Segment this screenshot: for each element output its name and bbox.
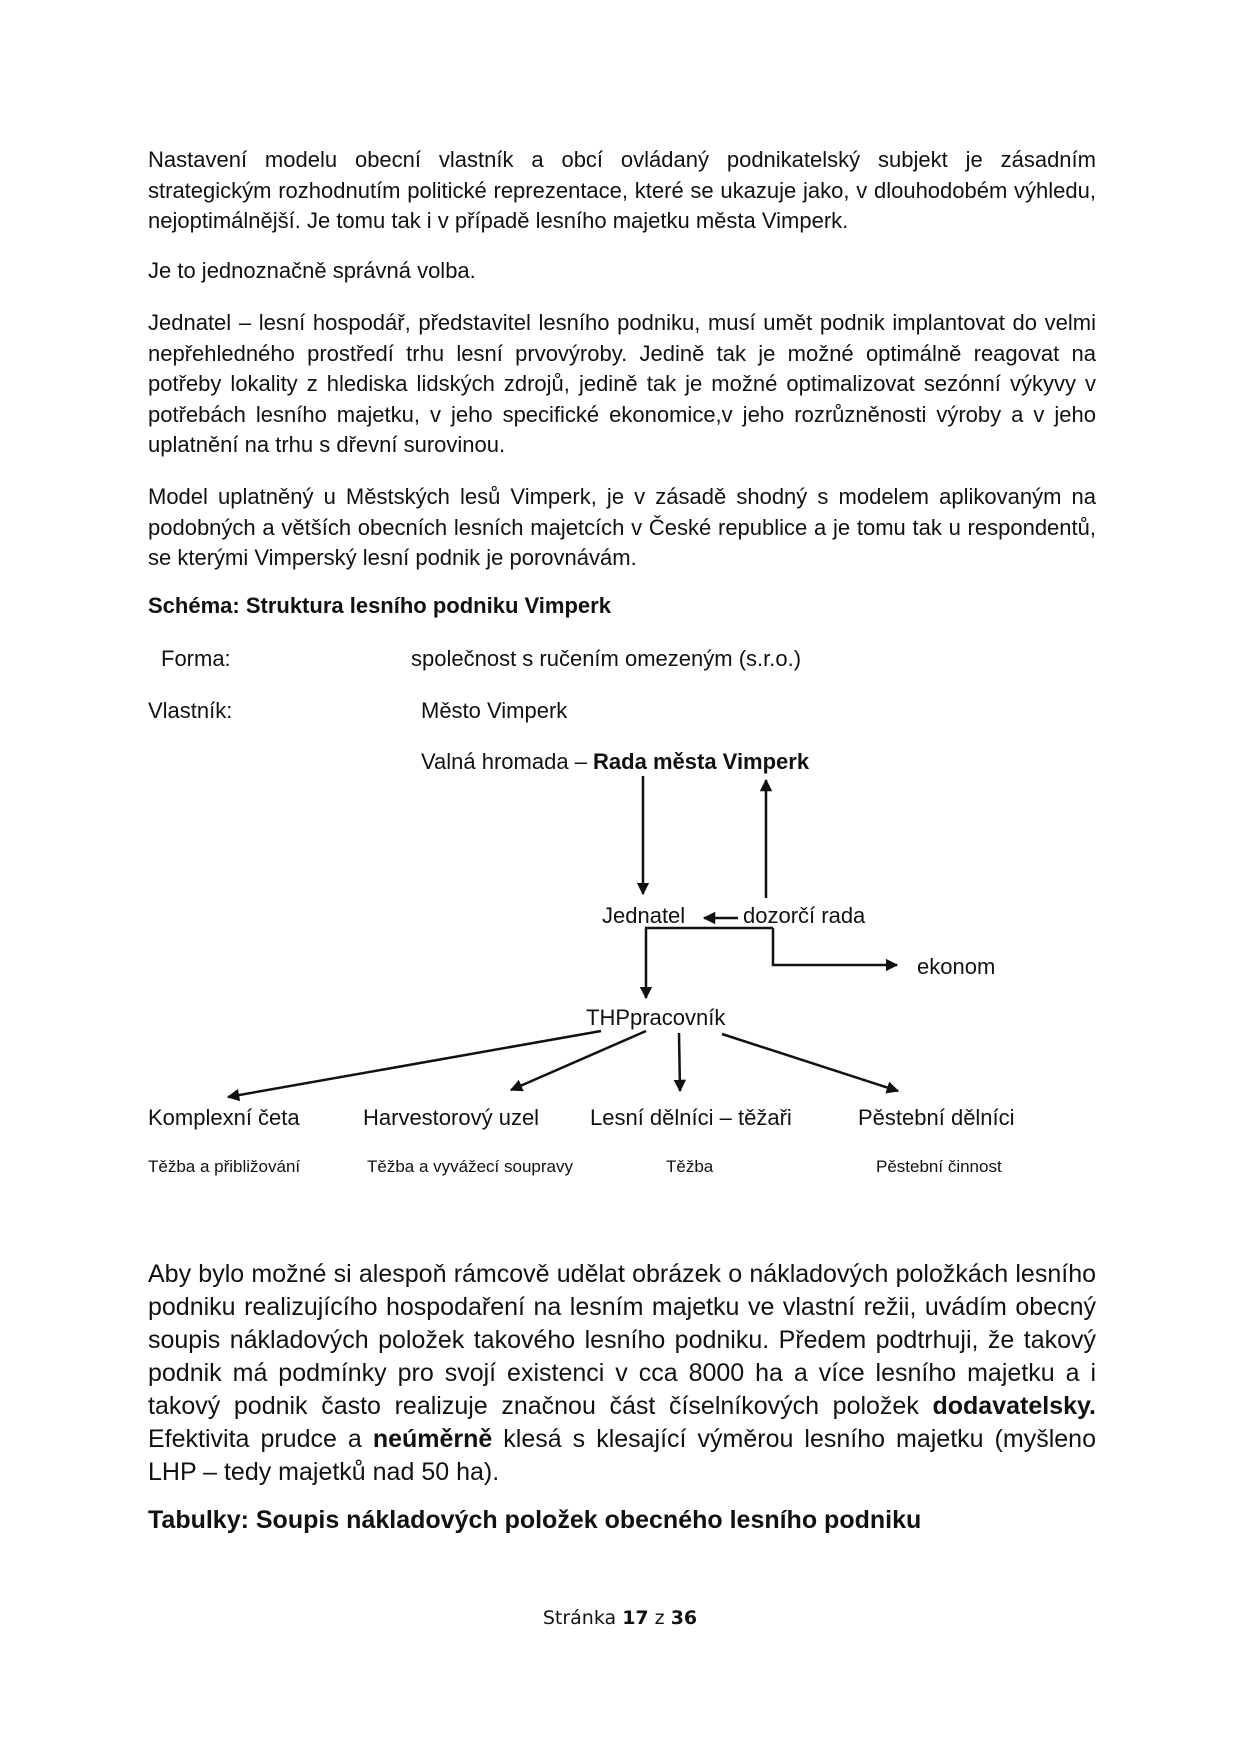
footer-total-pages: 36: [670, 1607, 698, 1629]
schema-title: Schéma: Struktura lesního podniku Vimperk: [148, 593, 611, 618]
unit-pestebni-delnici: Pěstební dělníci: [858, 1105, 1015, 1130]
arrow-thp-to-komplexni: [228, 1031, 601, 1097]
activity-pestebni-delnici: Pěstební činnost: [876, 1157, 1002, 1176]
forma-value: společnost s ručením omezeným (s.r.o.): [411, 646, 802, 671]
unit-komplexni-ceta: Komplexní četa: [148, 1105, 300, 1130]
page-footer: [0, 1607, 1240, 1629]
paragraph-model: Model uplatněný u Městských lesů Vimperk, je v zásadě shodný s modelem aplikovaným na podobných a větších obecních lesních majetcích v České republice a je tomu tak u respondentů, se kterými Vimperský lesní podnik je porovnávám.: [148, 484, 1096, 570]
rada-mesta: Rada města Vimperk: [593, 749, 810, 774]
activity-komplexni-ceta: Těžba a přibližování: [148, 1157, 301, 1176]
footer-separator: z: [648, 1607, 671, 1629]
paragraph-intro: Nastavení modelu obecní vlastník a obcí ovládaný podnikatelský subjekt je zásadním strategickým rozhodnutím politické reprezentace, které se ukazuje jako, v dlouhodobém výhledu, nejoptimálnější. Je tomu tak i v případě lesního majetku města Vimperk.: [148, 147, 1096, 233]
tables-heading: Tabulky: Soupis nákladových položek obecného lesního podniku: [148, 1506, 922, 1534]
paragraph-naklady: [148, 1258, 1096, 1489]
activity-harvestorovy-uzel: Těžba a vyvážecí soupravy: [367, 1157, 573, 1176]
jednatel-node: Jednatel: [602, 903, 686, 928]
naklady-text-1: Aby bylo možné si alespoň rámcově udělat obrázek o nákladových položkách lesního podniku realizujícího hospodaření na lesním majetku ve vlastní režii, uvádím obecný soupis nákladových položek takového lesního podniku. Předem podtrhuji, že takový podnik má podmínky pro svojí existenci v cca 8000 ha a více lesního majetku a i takový podnik často realizuje značnou část číselníkových položek: [148, 1260, 1096, 1420]
forma-label: Forma:: [161, 646, 231, 671]
unit-harvestorovy-uzel: Harvestorový uzel: [363, 1105, 540, 1130]
thp-node: THPpracovník: [586, 1005, 726, 1030]
footer-prefix: Stránka: [542, 1607, 623, 1629]
unit-lesni-delnici: Lesní dělníci – těžaři: [590, 1105, 792, 1130]
dozorci-rada-node: dozorčí rada: [743, 903, 866, 928]
naklady-text-2: Efektivita prudce a: [148, 1425, 373, 1453]
valna-hromada-prefix: Valná hromada –: [421, 749, 594, 774]
paragraph-verdict: Je to jednoznačně správná volba.: [148, 258, 476, 283]
arrow-thp-to-harvestor: [511, 1031, 646, 1090]
vlastnik-value: Město Vimperk: [421, 698, 568, 723]
naklady-bold-neumerne: neúměrně: [372, 1425, 493, 1453]
arrow-jednatel-to-ekonom: [773, 928, 897, 965]
naklady-bold-dodavatelsky: dodavatelsky.: [932, 1392, 1096, 1420]
activity-lesni-delnici: Těžba: [666, 1157, 714, 1176]
valna-hromada: [421, 749, 809, 775]
arrow-jednatel-to-thp: [646, 928, 773, 998]
paragraph-jednatel: Jednatel – lesní hospodář, představitel lesního podniku, musí umět podnik implantovat do velmi nepřehledného prostředí trhu lesní prvovýroby. Jedině tak je možné optimálně reagovat na potřeby lokality z hlediska lidských zdrojů, jedině tak je možné optimalizovat sezónní výkyvy v potřebách lesního majetku, v jeho specifické ekonomice,v jeho rozrůzněnosti výroby a v jeho uplatnění na trhu s dřevní surovinou.: [148, 310, 1096, 457]
arrow-thp-to-lesni: [679, 1033, 680, 1091]
footer-page-number: 17: [622, 1607, 649, 1629]
naklady-text-3: klesá s klesající výměrou lesního majetku (myšleno LHP – tedy majetků nad 50 ha).: [148, 1425, 1096, 1486]
ekonom-node: ekonom: [917, 954, 996, 979]
vlastnik-label: Vlastník:: [148, 698, 233, 723]
arrow-thp-to-pestebni: [722, 1034, 898, 1091]
